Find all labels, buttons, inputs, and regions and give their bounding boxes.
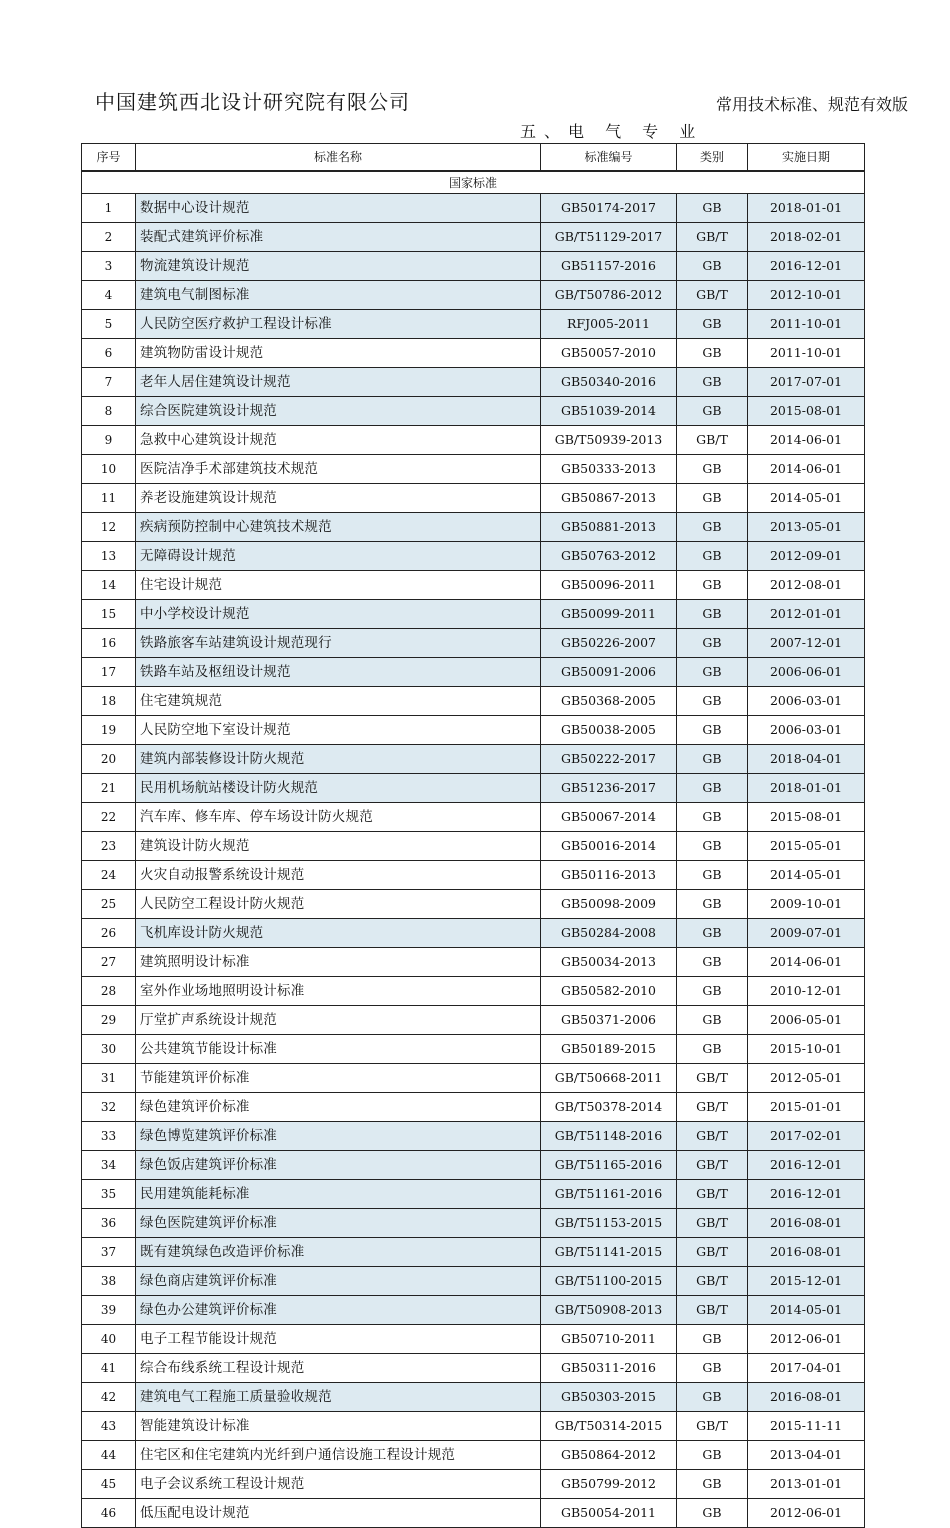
standard-name: 住宅区和住宅建筑内光纤到户通信设施工程设计规范 <box>136 1441 541 1470</box>
table-row <box>82 1238 865 1267</box>
standard-name: 厅堂扩声系统设计规范 <box>136 1006 541 1035</box>
standard-name: 既有建筑绿色改造评价标准 <box>136 1238 541 1267</box>
standard-name: 建筑内部装修设计防火规范 <box>136 745 541 774</box>
effective-date: 2011-10-01 <box>748 310 865 339</box>
standard-code: GB50710-2011 <box>541 1325 677 1354</box>
table-row <box>82 1267 865 1296</box>
table-row <box>82 803 865 832</box>
table-row <box>82 1151 865 1180</box>
effective-date: 2018-01-01 <box>748 194 865 223</box>
effective-date: 2006-03-01 <box>748 687 865 716</box>
row-number: 27 <box>82 948 136 977</box>
effective-date: 2014-05-01 <box>748 484 865 513</box>
standard-name: 电子会议系统工程设计规范 <box>136 1470 541 1499</box>
standard-name: 建筑照明设计标准 <box>136 948 541 977</box>
standard-code: GB/T51165-2016 <box>541 1151 677 1180</box>
standard-category: GB <box>677 803 748 832</box>
standard-code: GB/T51141-2015 <box>541 1238 677 1267</box>
row-number: 33 <box>82 1122 136 1151</box>
effective-date: 2006-03-01 <box>748 716 865 745</box>
standard-category: GB <box>677 1383 748 1412</box>
standard-name: 绿色医院建筑评价标准 <box>136 1209 541 1238</box>
row-number: 37 <box>82 1238 136 1267</box>
standard-code: GB50222-2017 <box>541 745 677 774</box>
row-number: 40 <box>82 1325 136 1354</box>
standard-name: 综合医院建筑设计规范 <box>136 397 541 426</box>
row-number: 24 <box>82 861 136 890</box>
standard-category: GB/T <box>677 1412 748 1441</box>
standard-category: GB/T <box>677 281 748 310</box>
standard-code: GB50098-2009 <box>541 890 677 919</box>
effective-date: 2016-08-01 <box>748 1209 865 1238</box>
table-row <box>82 1064 865 1093</box>
row-number: 13 <box>82 542 136 571</box>
standard-name: 民用机场航站楼设计防火规范 <box>136 774 541 803</box>
standard-code: GB51039-2014 <box>541 397 677 426</box>
standard-category: GB <box>677 1470 748 1499</box>
standard-category: GB <box>677 600 748 629</box>
standard-name: 绿色博览建筑评价标准 <box>136 1122 541 1151</box>
standard-code: GB50099-2011 <box>541 600 677 629</box>
standard-name: 养老设施建筑设计规范 <box>136 484 541 513</box>
standard-category: GB <box>677 252 748 281</box>
row-number: 29 <box>82 1006 136 1035</box>
effective-date: 2017-04-01 <box>748 1354 865 1383</box>
group-label: 国家标准 <box>82 171 865 194</box>
effective-date: 2012-06-01 <box>748 1499 865 1528</box>
standard-name: 低压配电设计规范 <box>136 1499 541 1528</box>
standard-category: GB/T <box>677 1209 748 1238</box>
standard-code: GB50371-2006 <box>541 1006 677 1035</box>
standard-code: GB50226-2007 <box>541 629 677 658</box>
table-row <box>82 861 865 890</box>
standard-name: 医院洁净手术部建筑技术规范 <box>136 455 541 484</box>
row-number: 18 <box>82 687 136 716</box>
standard-name: 绿色饭店建筑评价标准 <box>136 1151 541 1180</box>
standard-code: GB50881-2013 <box>541 513 677 542</box>
standard-code: GB50057-2010 <box>541 339 677 368</box>
row-number: 43 <box>82 1412 136 1441</box>
table-header-row <box>82 144 865 172</box>
row-number: 23 <box>82 832 136 861</box>
standard-code: GB/T51100-2015 <box>541 1267 677 1296</box>
effective-date: 2015-08-01 <box>748 397 865 426</box>
standard-category: GB <box>677 861 748 890</box>
table-row <box>82 339 865 368</box>
table-row <box>82 1441 865 1470</box>
table-row <box>82 948 865 977</box>
table-row <box>82 571 865 600</box>
col-header-category: 类别 <box>677 144 748 172</box>
standard-code: GB50582-2010 <box>541 977 677 1006</box>
standard-category: GB <box>677 194 748 223</box>
standard-category: GB <box>677 1441 748 1470</box>
standard-name: 无障碍设计规范 <box>136 542 541 571</box>
standard-name: 住宅设计规范 <box>136 571 541 600</box>
standard-category: GB <box>677 542 748 571</box>
table-row <box>82 455 865 484</box>
standard-category: GB <box>677 1499 748 1528</box>
organization-name: 中国建筑西北设计研究院有限公司 <box>95 90 410 114</box>
row-number: 36 <box>82 1209 136 1238</box>
effective-date: 2013-04-01 <box>748 1441 865 1470</box>
standard-code: GB/T51153-2015 <box>541 1209 677 1238</box>
standard-name: 飞机库设计防火规范 <box>136 919 541 948</box>
table-row <box>82 397 865 426</box>
standard-category: GB <box>677 397 748 426</box>
table-row <box>82 1093 865 1122</box>
effective-date: 2006-06-01 <box>748 658 865 687</box>
table-row <box>82 281 865 310</box>
standard-category: GB/T <box>677 1122 748 1151</box>
standards-table <box>81 143 865 1528</box>
standard-code: GB50333-2013 <box>541 455 677 484</box>
standard-code: GB50034-2013 <box>541 948 677 977</box>
standard-category: GB/T <box>677 1238 748 1267</box>
row-number: 5 <box>82 310 136 339</box>
table-row <box>82 426 865 455</box>
row-number: 21 <box>82 774 136 803</box>
effective-date: 2016-12-01 <box>748 252 865 281</box>
effective-date: 2006-05-01 <box>748 1006 865 1035</box>
table-row <box>82 1035 865 1064</box>
table-row <box>82 1383 865 1412</box>
standard-category: GB/T <box>677 1296 748 1325</box>
standard-code: GB/T51148-2016 <box>541 1122 677 1151</box>
standard-category: GB <box>677 339 748 368</box>
row-number: 10 <box>82 455 136 484</box>
row-number: 31 <box>82 1064 136 1093</box>
row-number: 3 <box>82 252 136 281</box>
standard-name: 汽车库、修车库、停车场设计防火规范 <box>136 803 541 832</box>
standard-category: GB <box>677 1006 748 1035</box>
standard-category: GB <box>677 658 748 687</box>
table-row <box>82 1006 865 1035</box>
effective-date: 2013-01-01 <box>748 1470 865 1499</box>
effective-date: 2015-12-01 <box>748 1267 865 1296</box>
effective-date: 2015-01-01 <box>748 1093 865 1122</box>
standard-code: GB50038-2005 <box>541 716 677 745</box>
standard-name: 装配式建筑评价标准 <box>136 223 541 252</box>
standard-code: GB/T50314-2015 <box>541 1412 677 1441</box>
effective-date: 2018-01-01 <box>748 774 865 803</box>
table-row <box>82 1325 865 1354</box>
standard-code: GB51236-2017 <box>541 774 677 803</box>
row-number: 9 <box>82 426 136 455</box>
standard-name: 中小学校设计规范 <box>136 600 541 629</box>
group-row <box>82 171 865 194</box>
table-row <box>82 1499 865 1528</box>
standard-category: GB <box>677 1035 748 1064</box>
col-header-no: 序号 <box>82 144 136 172</box>
row-number: 7 <box>82 368 136 397</box>
effective-date: 2012-10-01 <box>748 281 865 310</box>
standard-name: 建筑电气工程施工质量验收规范 <box>136 1383 541 1412</box>
table-row <box>82 629 865 658</box>
standard-category: GB <box>677 687 748 716</box>
standard-code: GB/T50378-2014 <box>541 1093 677 1122</box>
standard-code: GB/T50939-2013 <box>541 426 677 455</box>
standard-category: GB <box>677 1354 748 1383</box>
standard-code: GB50189-2015 <box>541 1035 677 1064</box>
row-number: 17 <box>82 658 136 687</box>
standard-category: GB <box>677 977 748 1006</box>
standard-code: GB/T50668-2011 <box>541 1064 677 1093</box>
standard-category: GB <box>677 513 748 542</box>
standard-name: 数据中心设计规范 <box>136 194 541 223</box>
effective-date: 2012-09-01 <box>748 542 865 571</box>
row-number: 8 <box>82 397 136 426</box>
standard-category: GB <box>677 455 748 484</box>
effective-date: 2014-05-01 <box>748 861 865 890</box>
table-row <box>82 194 865 223</box>
effective-date: 2015-05-01 <box>748 832 865 861</box>
standard-code: GB50096-2011 <box>541 571 677 600</box>
standard-code: GB50763-2012 <box>541 542 677 571</box>
row-number: 1 <box>82 194 136 223</box>
standard-name: 电子工程节能设计规范 <box>136 1325 541 1354</box>
row-number: 30 <box>82 1035 136 1064</box>
standard-name: 公共建筑节能设计标准 <box>136 1035 541 1064</box>
standard-category: GB <box>677 948 748 977</box>
standard-category: GB <box>677 745 748 774</box>
row-number: 26 <box>82 919 136 948</box>
row-number: 20 <box>82 745 136 774</box>
row-number: 19 <box>82 716 136 745</box>
row-number: 4 <box>82 281 136 310</box>
standard-name: 住宅建筑规范 <box>136 687 541 716</box>
row-number: 11 <box>82 484 136 513</box>
standard-code: GB50091-2006 <box>541 658 677 687</box>
standard-code: GB50067-2014 <box>541 803 677 832</box>
effective-date: 2012-05-01 <box>748 1064 865 1093</box>
standard-code: GB50174-2017 <box>541 194 677 223</box>
table-row <box>82 832 865 861</box>
row-number: 39 <box>82 1296 136 1325</box>
standard-name: 人民防空地下室设计规范 <box>136 716 541 745</box>
standard-name: 绿色商店建筑评价标准 <box>136 1267 541 1296</box>
standard-name: 室外作业场地照明设计标准 <box>136 977 541 1006</box>
row-number: 38 <box>82 1267 136 1296</box>
table-row <box>82 716 865 745</box>
standard-name: 节能建筑评价标准 <box>136 1064 541 1093</box>
table-row <box>82 1180 865 1209</box>
table-row <box>82 368 865 397</box>
effective-date: 2011-10-01 <box>748 339 865 368</box>
table-row <box>82 252 865 281</box>
standard-code: RFJ005-2011 <box>541 310 677 339</box>
standard-name: 建筑电气制图标准 <box>136 281 541 310</box>
standard-category: GB <box>677 310 748 339</box>
effective-date: 2012-01-01 <box>748 600 865 629</box>
table-row <box>82 919 865 948</box>
standard-name: 急救中心建筑设计规范 <box>136 426 541 455</box>
standard-category: GB <box>677 890 748 919</box>
standard-name: 铁路车站及枢纽设计规范 <box>136 658 541 687</box>
effective-date: 2014-06-01 <box>748 948 865 977</box>
row-number: 32 <box>82 1093 136 1122</box>
row-number: 45 <box>82 1470 136 1499</box>
standard-category: GB <box>677 571 748 600</box>
effective-date: 2007-12-01 <box>748 629 865 658</box>
standard-name: 绿色办公建筑评价标准 <box>136 1296 541 1325</box>
effective-date: 2016-08-01 <box>748 1238 865 1267</box>
standard-name: 智能建筑设计标准 <box>136 1412 541 1441</box>
standard-name: 疾病预防控制中心建筑技术规范 <box>136 513 541 542</box>
table-row <box>82 513 865 542</box>
row-number: 12 <box>82 513 136 542</box>
effective-date: 2009-07-01 <box>748 919 865 948</box>
table-row <box>82 1354 865 1383</box>
col-header-name: 标准名称 <box>136 144 541 172</box>
standard-category: GB <box>677 716 748 745</box>
standard-name: 建筑设计防火规范 <box>136 832 541 861</box>
row-number: 22 <box>82 803 136 832</box>
effective-date: 2014-06-01 <box>748 426 865 455</box>
effective-date: 2016-12-01 <box>748 1180 865 1209</box>
table-row <box>82 600 865 629</box>
section-title: 五、电 气 专 业 <box>520 122 704 141</box>
standard-category: GB/T <box>677 1064 748 1093</box>
effective-date: 2010-12-01 <box>748 977 865 1006</box>
row-number: 14 <box>82 571 136 600</box>
standard-name: 火灾自动报警系统设计规范 <box>136 861 541 890</box>
table-row <box>82 484 865 513</box>
standard-category: GB/T <box>677 1267 748 1296</box>
row-number: 2 <box>82 223 136 252</box>
document-title: 常用技术标准、规范有效版 <box>716 95 909 114</box>
standard-name: 绿色建筑评价标准 <box>136 1093 541 1122</box>
standard-code: GB50284-2008 <box>541 919 677 948</box>
row-number: 28 <box>82 977 136 1006</box>
table-row <box>82 542 865 571</box>
standard-category: GB <box>677 1325 748 1354</box>
standard-name: 建筑物防雷设计规范 <box>136 339 541 368</box>
standard-code: GB/T51129-2017 <box>541 223 677 252</box>
table-row <box>82 310 865 339</box>
table-row <box>82 1296 865 1325</box>
standard-category: GB <box>677 629 748 658</box>
standard-name: 人民防空工程设计防火规范 <box>136 890 541 919</box>
standard-category: GB <box>677 832 748 861</box>
standard-category: GB <box>677 484 748 513</box>
table-row <box>82 1209 865 1238</box>
standard-code: GB50016-2014 <box>541 832 677 861</box>
row-number: 44 <box>82 1441 136 1470</box>
col-header-date: 实施日期 <box>748 144 865 172</box>
standard-name: 老年人居住建筑设计规范 <box>136 368 541 397</box>
table-row <box>82 890 865 919</box>
standard-category: GB <box>677 368 748 397</box>
standard-name: 铁路旅客车站建筑设计规范现行 <box>136 629 541 658</box>
row-number: 41 <box>82 1354 136 1383</box>
effective-date: 2015-08-01 <box>748 803 865 832</box>
effective-date: 2012-08-01 <box>748 571 865 600</box>
row-number: 15 <box>82 600 136 629</box>
table-row <box>82 687 865 716</box>
effective-date: 2016-08-01 <box>748 1383 865 1412</box>
standard-code: GB/T51161-2016 <box>541 1180 677 1209</box>
row-number: 46 <box>82 1499 136 1528</box>
effective-date: 2014-05-01 <box>748 1296 865 1325</box>
effective-date: 2013-05-01 <box>748 513 865 542</box>
standard-code: GB50303-2015 <box>541 1383 677 1412</box>
standard-category: GB/T <box>677 223 748 252</box>
effective-date: 2016-12-01 <box>748 1151 865 1180</box>
standard-code: GB50340-2016 <box>541 368 677 397</box>
effective-date: 2009-10-01 <box>748 890 865 919</box>
standard-code: GB50116-2013 <box>541 861 677 890</box>
table-row <box>82 774 865 803</box>
effective-date: 2018-04-01 <box>748 745 865 774</box>
standard-code: GB50368-2005 <box>541 687 677 716</box>
standard-code: GB/T50786-2012 <box>541 281 677 310</box>
row-number: 25 <box>82 890 136 919</box>
effective-date: 2014-06-01 <box>748 455 865 484</box>
row-number: 35 <box>82 1180 136 1209</box>
effective-date: 2012-06-01 <box>748 1325 865 1354</box>
effective-date: 2017-02-01 <box>748 1122 865 1151</box>
row-number: 16 <box>82 629 136 658</box>
standard-category: GB/T <box>677 1151 748 1180</box>
table-row <box>82 1122 865 1151</box>
standard-name: 综合布线系统工程设计规范 <box>136 1354 541 1383</box>
table-row <box>82 745 865 774</box>
table-row <box>82 1412 865 1441</box>
standard-category: GB/T <box>677 1093 748 1122</box>
table-row <box>82 223 865 252</box>
standard-code: GB50311-2016 <box>541 1354 677 1383</box>
effective-date: 2018-02-01 <box>748 223 865 252</box>
standard-name: 人民防空医疗救护工程设计标准 <box>136 310 541 339</box>
effective-date: 2015-11-11 <box>748 1412 865 1441</box>
standard-code: GB50054-2011 <box>541 1499 677 1528</box>
row-number: 42 <box>82 1383 136 1412</box>
standard-code: GB50867-2013 <box>541 484 677 513</box>
row-number: 6 <box>82 339 136 368</box>
standard-name: 物流建筑设计规范 <box>136 252 541 281</box>
standard-category: GB <box>677 919 748 948</box>
row-number: 34 <box>82 1151 136 1180</box>
standard-category: GB <box>677 774 748 803</box>
effective-date: 2017-07-01 <box>748 368 865 397</box>
table-row <box>82 977 865 1006</box>
col-header-code: 标准编号 <box>541 144 677 172</box>
table-row <box>82 1470 865 1499</box>
table-row <box>82 658 865 687</box>
standard-code: GB51157-2016 <box>541 252 677 281</box>
standard-code: GB50864-2012 <box>541 1441 677 1470</box>
standard-name: 民用建筑能耗标准 <box>136 1180 541 1209</box>
standard-code: GB/T50908-2013 <box>541 1296 677 1325</box>
standard-category: GB/T <box>677 426 748 455</box>
standard-category: GB/T <box>677 1180 748 1209</box>
standard-code: GB50799-2012 <box>541 1470 677 1499</box>
effective-date: 2015-10-01 <box>748 1035 865 1064</box>
